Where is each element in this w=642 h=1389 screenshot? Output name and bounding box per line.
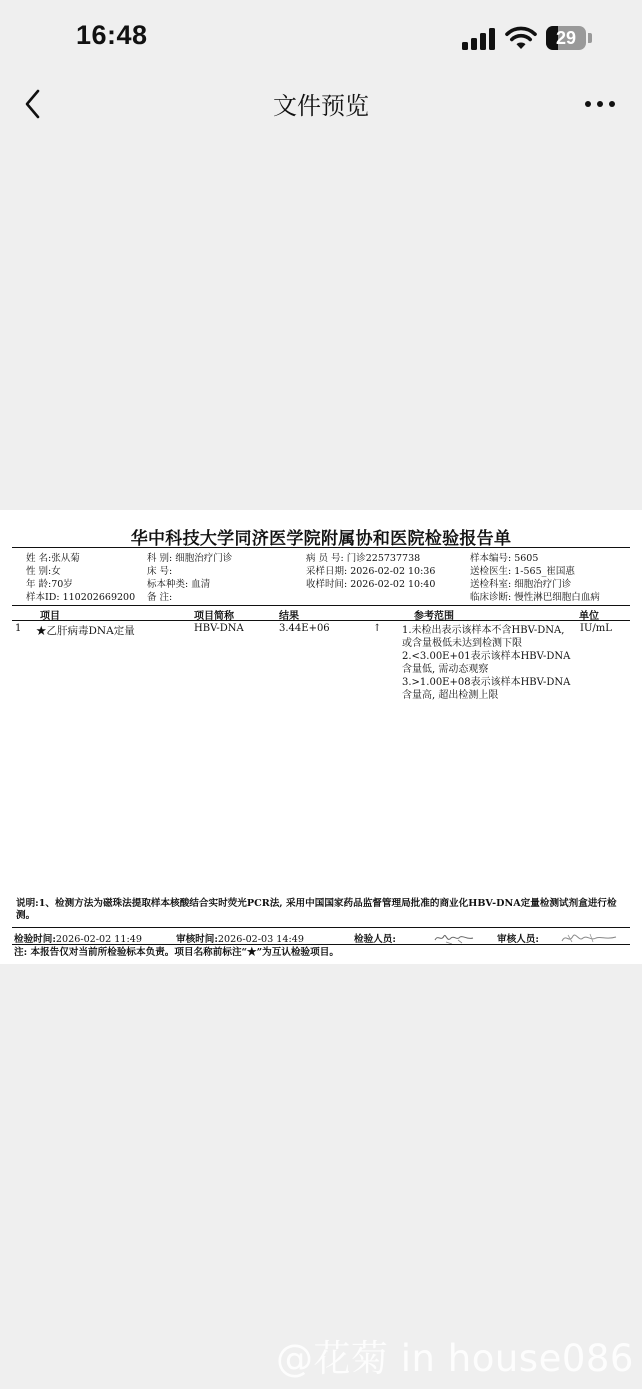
status-time: 16:48	[76, 20, 148, 50]
sign-bottom-divider	[12, 944, 630, 945]
bed-number: 床 号:	[147, 566, 173, 577]
tester-label: 检验人员:	[354, 934, 396, 945]
col-unit: 单位	[579, 611, 599, 622]
patient-name: 姓 名:张从菊	[26, 553, 80, 564]
row-abbr: HBV-DNA	[194, 623, 244, 634]
row-result: 3.44E+06	[279, 623, 330, 634]
collect-date: 采样日期: 2026-02-02 10:36	[306, 566, 436, 577]
sample-type: 标本种类: 血清	[147, 579, 211, 590]
col-ref: 参考范围	[414, 611, 454, 622]
row-index: 1	[15, 623, 22, 634]
review-time-label: 审核时间:	[176, 934, 218, 945]
row-unit: IU/mL	[580, 623, 612, 634]
receive-time: 收样时间: 2026-02-02 10:40	[306, 579, 436, 590]
review-time	[176, 931, 304, 945]
row-item: ★乙肝病毒DNA定量	[36, 625, 135, 637]
ref-line-2: 2.<3.00E+01表示该样本HBV-DNA含量低, 需动态观察	[402, 651, 571, 675]
patient-age: 年 龄:70岁	[26, 579, 73, 590]
department: 科 别: 细胞治疗门诊	[147, 553, 233, 564]
report-title: 华中科技大学同济医学院附属协和医院检验报告单	[130, 529, 512, 549]
report-document	[0, 510, 642, 964]
disclaimer: 注: 本报告仅对当前所检验标本负责。项目名称前标注“★”为互认检验项目。	[14, 947, 339, 958]
sample-number: 样本编号: 5605	[470, 553, 539, 564]
battery-percent: 29	[555, 28, 577, 48]
test-time	[14, 931, 142, 945]
wifi-icon	[505, 26, 537, 50]
reference-range	[402, 624, 572, 702]
reviewer-label: 审核人员:	[497, 934, 539, 945]
col-abbr: 项目简称	[194, 611, 234, 622]
remark: 备 注:	[147, 592, 173, 603]
table-top-divider	[12, 605, 630, 606]
nav-bar	[0, 72, 642, 136]
title-divider	[12, 547, 630, 548]
ref-line-3: 3.>1.00E+08表示该样本HBV-DNA含量高, 超出检测上限	[402, 677, 571, 701]
tester	[354, 931, 396, 945]
status-bar	[0, 0, 642, 70]
patient-sex: 性 别:女	[26, 566, 61, 577]
sign-top-divider	[12, 927, 630, 928]
sample-id: 样本ID: 110202669200	[26, 592, 136, 603]
ref-line-1: 1.未检出表示该样本不含HBV-DNA, 或含量极低未达到检测下限	[402, 625, 568, 649]
watermark-text: @花菊 in house086	[276, 1337, 634, 1380]
cellular-signal-icon	[462, 28, 496, 50]
patient-number: 病 员 号: 门诊225737738	[306, 553, 421, 564]
test-time-label: 检验时间:	[14, 934, 56, 945]
sending-doctor: 送检医生: 1-565_崔国惠	[470, 566, 575, 577]
page-title: 文件预览	[273, 92, 369, 120]
high-flag-arrow: ↑	[373, 623, 382, 634]
clinical-diagnosis: 临床诊断: 慢性淋巴细胞白血病	[470, 592, 600, 603]
more-ellipsis-icon[interactable]	[582, 90, 618, 118]
battery-icon	[546, 26, 586, 50]
review-time-value: 2026-02-03 14:49	[217, 934, 304, 945]
test-time-value: 2026-02-02 11:49	[55, 934, 142, 945]
battery-tip	[588, 33, 592, 43]
method-note: 说明:1、检测方法为磁珠法提取样本核酸结合实时荧光PCR法, 采用中国国家药品监督管理局批准的商业化HBV-DNA定量检测试剂盒进行检测。	[16, 898, 617, 921]
col-item: 项目	[40, 611, 60, 622]
col-result: 结果	[279, 611, 299, 622]
sending-department: 送检科室: 细胞治疗门诊	[470, 579, 572, 590]
table-header-divider	[12, 620, 630, 621]
reviewer	[497, 931, 539, 945]
